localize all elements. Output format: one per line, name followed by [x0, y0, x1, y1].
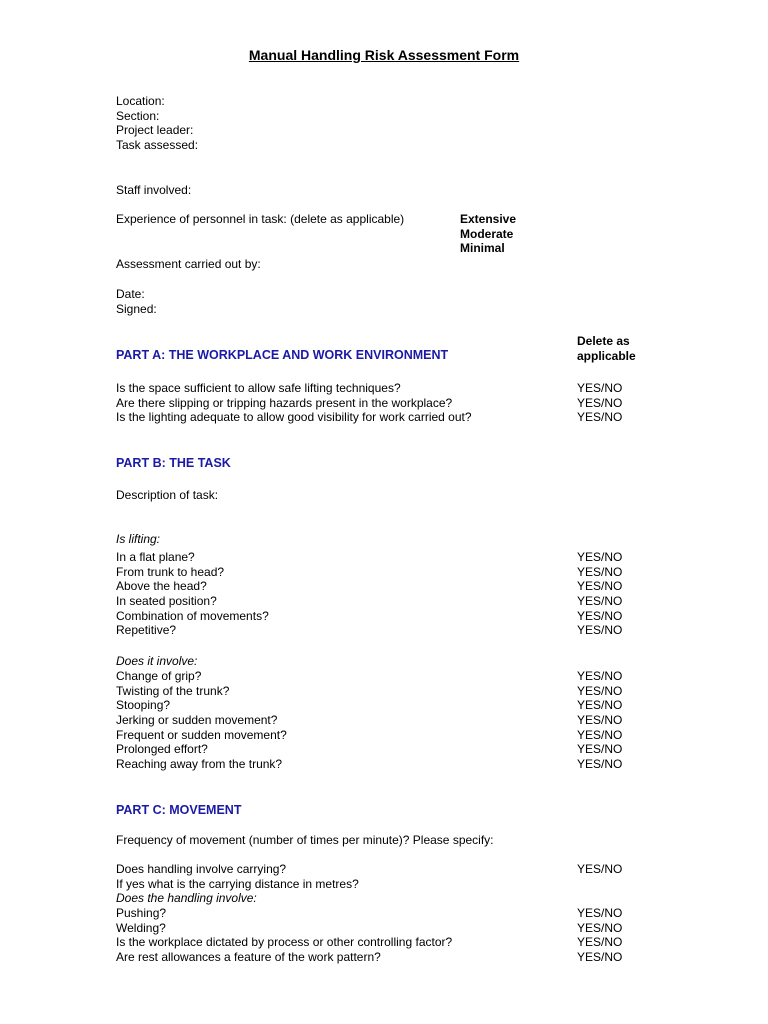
part-c-heading: PART C: MOVEMENT — [116, 803, 242, 817]
question: In a flat plane? — [116, 550, 195, 564]
yes-no-answer[interactable]: YES/NO — [577, 742, 623, 757]
location-label: Location: — [116, 94, 165, 108]
yes-no-answer[interactable]: YES/NO — [577, 862, 623, 876]
is-lifting-label: Is lifting: — [116, 532, 161, 546]
experience-option-moderate: Moderate — [460, 226, 514, 241]
date-label: Date: — [116, 287, 145, 301]
does-it-involve-label: Does it involve: — [116, 654, 198, 668]
question: Is the lighting adequate to allow good visibility for work carried out? — [116, 410, 472, 425]
experience-label: Experience of personnel in task: (delete as applicable) — [116, 212, 405, 226]
section-label: Section: — [116, 108, 160, 123]
question: Are rest allowances a feature of the work pattern? — [116, 950, 381, 965]
yes-no-answer[interactable]: YES/NO — [577, 410, 623, 425]
experience-options — [460, 212, 516, 256]
experience-option-extensive: Extensive — [460, 212, 517, 226]
question: Above the head? — [116, 579, 207, 594]
assessment-by-label: Assessment carried out by: — [116, 257, 261, 271]
question: Reaching away from the trunk? — [116, 757, 283, 772]
task-assessed-label: Task assessed: — [116, 138, 199, 153]
yes-no-answer[interactable]: YES/NO — [577, 669, 623, 683]
date-signed — [116, 287, 157, 316]
yes-no-answer[interactable]: YES/NO — [577, 713, 623, 728]
delete-as-line2: applicable — [577, 348, 636, 363]
yes-no-answer[interactable]: YES/NO — [577, 381, 623, 395]
staff-involved-label: Staff involved: — [116, 183, 192, 197]
question: From trunk to head? — [116, 564, 225, 579]
question: Stooping? — [116, 698, 171, 713]
handling-answers — [577, 906, 622, 965]
involve-questions — [116, 669, 287, 772]
question: Combination of movements? — [116, 608, 269, 623]
yes-no-answer[interactable]: YES/NO — [577, 920, 623, 935]
question: Frequent or sudden movement? — [116, 727, 287, 742]
yes-no-answer[interactable]: YES/NO — [577, 579, 623, 594]
question: Welding? — [116, 920, 166, 935]
delete-as-applicable-header — [577, 334, 636, 363]
header-fields — [116, 94, 198, 153]
yes-no-answer[interactable]: YES/NO — [577, 906, 623, 920]
yes-no-answer[interactable]: YES/NO — [577, 935, 623, 950]
question: If yes what is the carrying distance in metres? — [116, 876, 359, 891]
description-of-task-label: Description of task: — [116, 488, 219, 502]
yes-no-answer[interactable]: YES/NO — [577, 564, 623, 579]
does-handling-involve-label: Does the handling involve: — [116, 891, 257, 906]
page-title: Manual Handling Risk Assessment Form — [248, 47, 520, 63]
question: Change of grip? — [116, 669, 202, 683]
part-a-questions — [116, 381, 472, 425]
question: Twisting of the trunk? — [116, 683, 230, 698]
lifting-questions — [116, 550, 269, 638]
signed-label: Signed: — [116, 301, 157, 316]
part-b-heading: PART B: THE TASK — [116, 456, 231, 470]
yes-no-answer[interactable]: YES/NO — [577, 594, 623, 609]
part-a-answers — [577, 381, 622, 425]
yes-no-answer[interactable]: YES/NO — [577, 757, 623, 772]
yes-no-answer[interactable]: YES/NO — [577, 623, 623, 638]
question: Prolonged effort? — [116, 742, 208, 757]
yes-no-answer[interactable]: YES/NO — [577, 395, 623, 410]
yes-no-answer[interactable]: YES/NO — [577, 950, 623, 965]
question: Does handling involve carrying? — [116, 862, 287, 876]
yes-no-answer[interactable]: YES/NO — [577, 608, 623, 623]
question: Is the space sufficient to allow safe lifting techniques? — [116, 381, 401, 395]
question: Repetitive? — [116, 623, 177, 638]
yes-no-answer[interactable]: YES/NO — [577, 683, 623, 698]
experience-option-minimal: Minimal — [460, 241, 505, 256]
project-leader-label: Project leader: — [116, 123, 194, 138]
frequency-label: Frequency of movement (number of times per minute)? Please specify: — [116, 833, 494, 847]
lifting-answers — [577, 550, 622, 638]
carrying-questions — [116, 862, 452, 965]
question: Is the workplace dictated by process or other controlling factor? — [116, 935, 453, 950]
yes-no-answer[interactable]: YES/NO — [577, 727, 623, 742]
part-a-heading: PART A: THE WORKPLACE AND WORK ENVIRONMENT — [116, 348, 449, 362]
question: In seated position? — [116, 594, 217, 609]
involve-answers — [577, 669, 622, 772]
question: Are there slipping or tripping hazards present in the workplace? — [116, 395, 453, 410]
delete-as-line1: Delete as — [577, 334, 630, 348]
yes-no-answer[interactable]: YES/NO — [577, 550, 623, 564]
yes-no-answer[interactable]: YES/NO — [577, 698, 623, 713]
question: Pushing? — [116, 906, 167, 921]
question: Jerking or sudden movement? — [116, 713, 278, 728]
